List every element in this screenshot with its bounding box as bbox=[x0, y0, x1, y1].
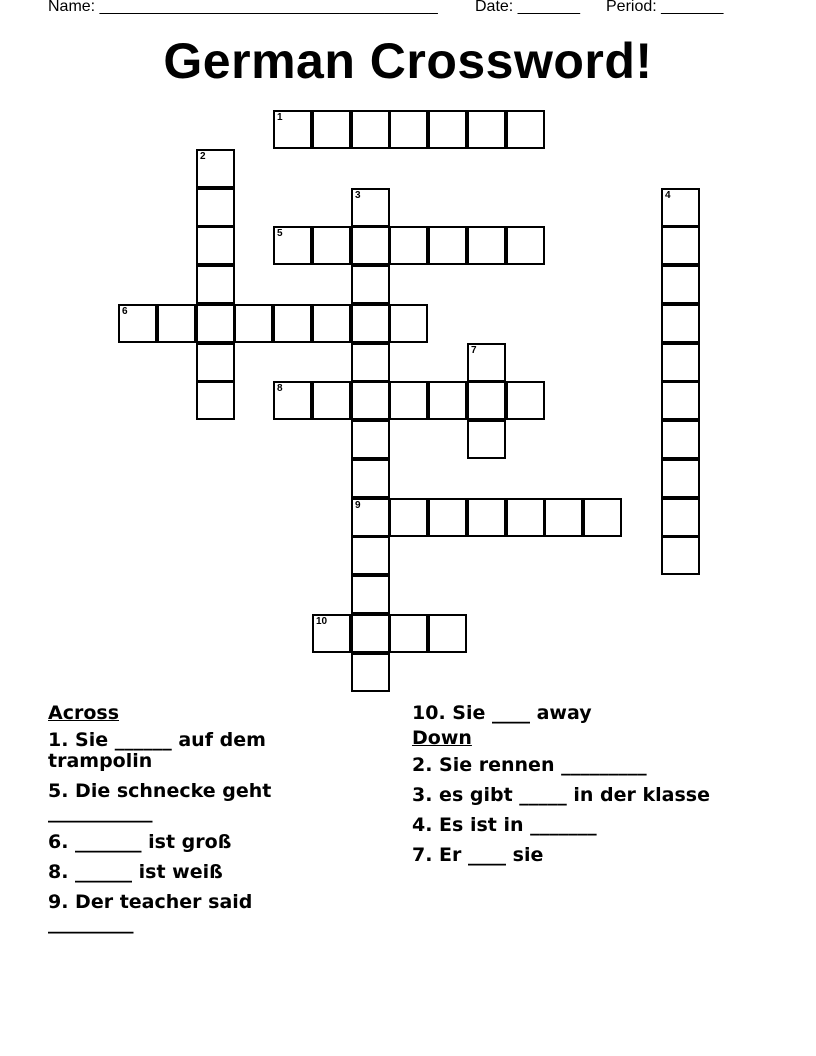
crossword-cell[interactable] bbox=[351, 381, 390, 420]
period-field[interactable]: Period: _______ bbox=[606, 0, 724, 15]
name-field[interactable]: Name: ______________________________________ bbox=[48, 0, 438, 15]
across-clue-6: 6. _______ ist groß bbox=[48, 831, 232, 853]
crossword-cell[interactable] bbox=[273, 304, 312, 343]
second-clues-column bbox=[412, 703, 712, 875]
crossword-cell[interactable] bbox=[661, 498, 700, 537]
crossword-cell[interactable] bbox=[196, 226, 235, 265]
crossword-cell[interactable] bbox=[312, 226, 351, 265]
across-clue-10: 10. Sie ____ away bbox=[412, 702, 592, 724]
crossword-cell[interactable] bbox=[506, 498, 545, 537]
crossword-cell[interactable] bbox=[273, 381, 312, 420]
crossword-cell[interactable] bbox=[428, 381, 467, 420]
crossword-cell[interactable] bbox=[351, 420, 390, 459]
crossword-cell[interactable] bbox=[351, 498, 390, 537]
clue-number: 7 bbox=[471, 345, 477, 356]
crossword-cell[interactable] bbox=[389, 110, 428, 149]
crossword-cell[interactable] bbox=[467, 420, 506, 459]
crossword-cell[interactable] bbox=[661, 536, 700, 575]
clue-number: 8 bbox=[277, 383, 283, 394]
clue-number: 2 bbox=[200, 151, 206, 162]
crossword-cell[interactable] bbox=[351, 343, 390, 382]
crossword-cell[interactable] bbox=[351, 265, 390, 304]
crossword-cell[interactable] bbox=[312, 110, 351, 149]
crossword-cell[interactable] bbox=[661, 188, 700, 227]
crossword-cell[interactable] bbox=[389, 304, 428, 343]
crossword-cell[interactable] bbox=[196, 265, 235, 304]
clue-number: 3 bbox=[355, 190, 361, 201]
crossword-cell[interactable] bbox=[428, 226, 467, 265]
clue-number: 5 bbox=[277, 228, 283, 239]
crossword-cell[interactable] bbox=[661, 265, 700, 304]
crossword-cell[interactable] bbox=[428, 614, 467, 653]
crossword-cell[interactable] bbox=[196, 381, 235, 420]
crossword-cell[interactable] bbox=[351, 110, 390, 149]
crossword-cell[interactable] bbox=[351, 536, 390, 575]
crossword-cell[interactable] bbox=[351, 575, 390, 614]
crossword-cell[interactable] bbox=[389, 498, 428, 537]
across-clue-8: 8. ______ ist weiß bbox=[48, 861, 223, 883]
crossword-cell[interactable] bbox=[506, 110, 545, 149]
crossword-cell[interactable] bbox=[273, 110, 312, 149]
crossword-cell[interactable] bbox=[661, 304, 700, 343]
down-heading: Down bbox=[412, 727, 472, 749]
crossword-cell[interactable] bbox=[389, 614, 428, 653]
crossword-cell[interactable] bbox=[661, 420, 700, 459]
down-clue-4: 4. Es ist in _______ bbox=[412, 814, 597, 836]
crossword-cell[interactable] bbox=[351, 304, 390, 343]
crossword-cell[interactable] bbox=[506, 226, 545, 265]
crossword-cell[interactable] bbox=[467, 110, 506, 149]
down-clue-7: 7. Er ____ sie bbox=[412, 844, 544, 866]
crossword-cell[interactable] bbox=[544, 498, 583, 537]
crossword-cell[interactable] bbox=[351, 188, 390, 227]
crossword-cell[interactable] bbox=[312, 304, 351, 343]
crossword-cell[interactable] bbox=[196, 149, 235, 188]
crossword-cell[interactable] bbox=[196, 188, 235, 227]
crossword-cell[interactable] bbox=[661, 381, 700, 420]
across-clue-5: 5. Die schnecke geht ___________ bbox=[48, 780, 272, 823]
page-title: German Crossword! bbox=[163, 33, 653, 89]
crossword-cell[interactable] bbox=[506, 381, 545, 420]
crossword-cell[interactable] bbox=[157, 304, 196, 343]
across-heading: Across bbox=[48, 702, 120, 724]
crossword-cell[interactable] bbox=[661, 459, 700, 498]
crossword-cell[interactable] bbox=[389, 226, 428, 265]
crossword-cell[interactable] bbox=[234, 304, 273, 343]
crossword-cell[interactable] bbox=[467, 226, 506, 265]
date-field[interactable]: Date: _______ bbox=[475, 0, 580, 15]
crossword-cell[interactable] bbox=[196, 304, 235, 343]
crossword-cell[interactable] bbox=[661, 226, 700, 265]
crossword-cell[interactable] bbox=[351, 653, 390, 692]
across-clues-column bbox=[48, 703, 338, 943]
crossword-cell[interactable] bbox=[312, 614, 351, 653]
crossword-cell[interactable] bbox=[467, 498, 506, 537]
across-clue-1: 1. Sie ______ auf dem trampolin bbox=[48, 729, 266, 772]
crossword-cell[interactable] bbox=[467, 343, 506, 382]
crossword-cell[interactable] bbox=[196, 343, 235, 382]
crossword-cell[interactable] bbox=[583, 498, 622, 537]
crossword-cell[interactable] bbox=[661, 343, 700, 382]
clue-number: 10 bbox=[316, 616, 328, 627]
down-clue-2: 2. Sie rennen _________ bbox=[412, 754, 647, 776]
crossword-cell[interactable] bbox=[118, 304, 157, 343]
clue-number: 9 bbox=[355, 500, 361, 511]
clue-number: 6 bbox=[122, 306, 128, 317]
down-clue-3: 3. es gibt _____ in der klasse bbox=[412, 784, 710, 806]
crossword-cell[interactable] bbox=[312, 381, 351, 420]
crossword-cell[interactable] bbox=[389, 381, 428, 420]
crossword-cell[interactable] bbox=[428, 498, 467, 537]
crossword-cell[interactable] bbox=[467, 381, 506, 420]
crossword-cell[interactable] bbox=[273, 226, 312, 265]
crossword-cell[interactable] bbox=[351, 614, 390, 653]
clue-number: 1 bbox=[277, 112, 283, 123]
across-clue-9: 9. Der teacher said _________ bbox=[48, 891, 253, 934]
crossword-cell[interactable] bbox=[351, 459, 390, 498]
crossword-cell[interactable] bbox=[428, 110, 467, 149]
crossword-cell[interactable] bbox=[351, 226, 390, 265]
clue-number: 4 bbox=[665, 190, 671, 201]
